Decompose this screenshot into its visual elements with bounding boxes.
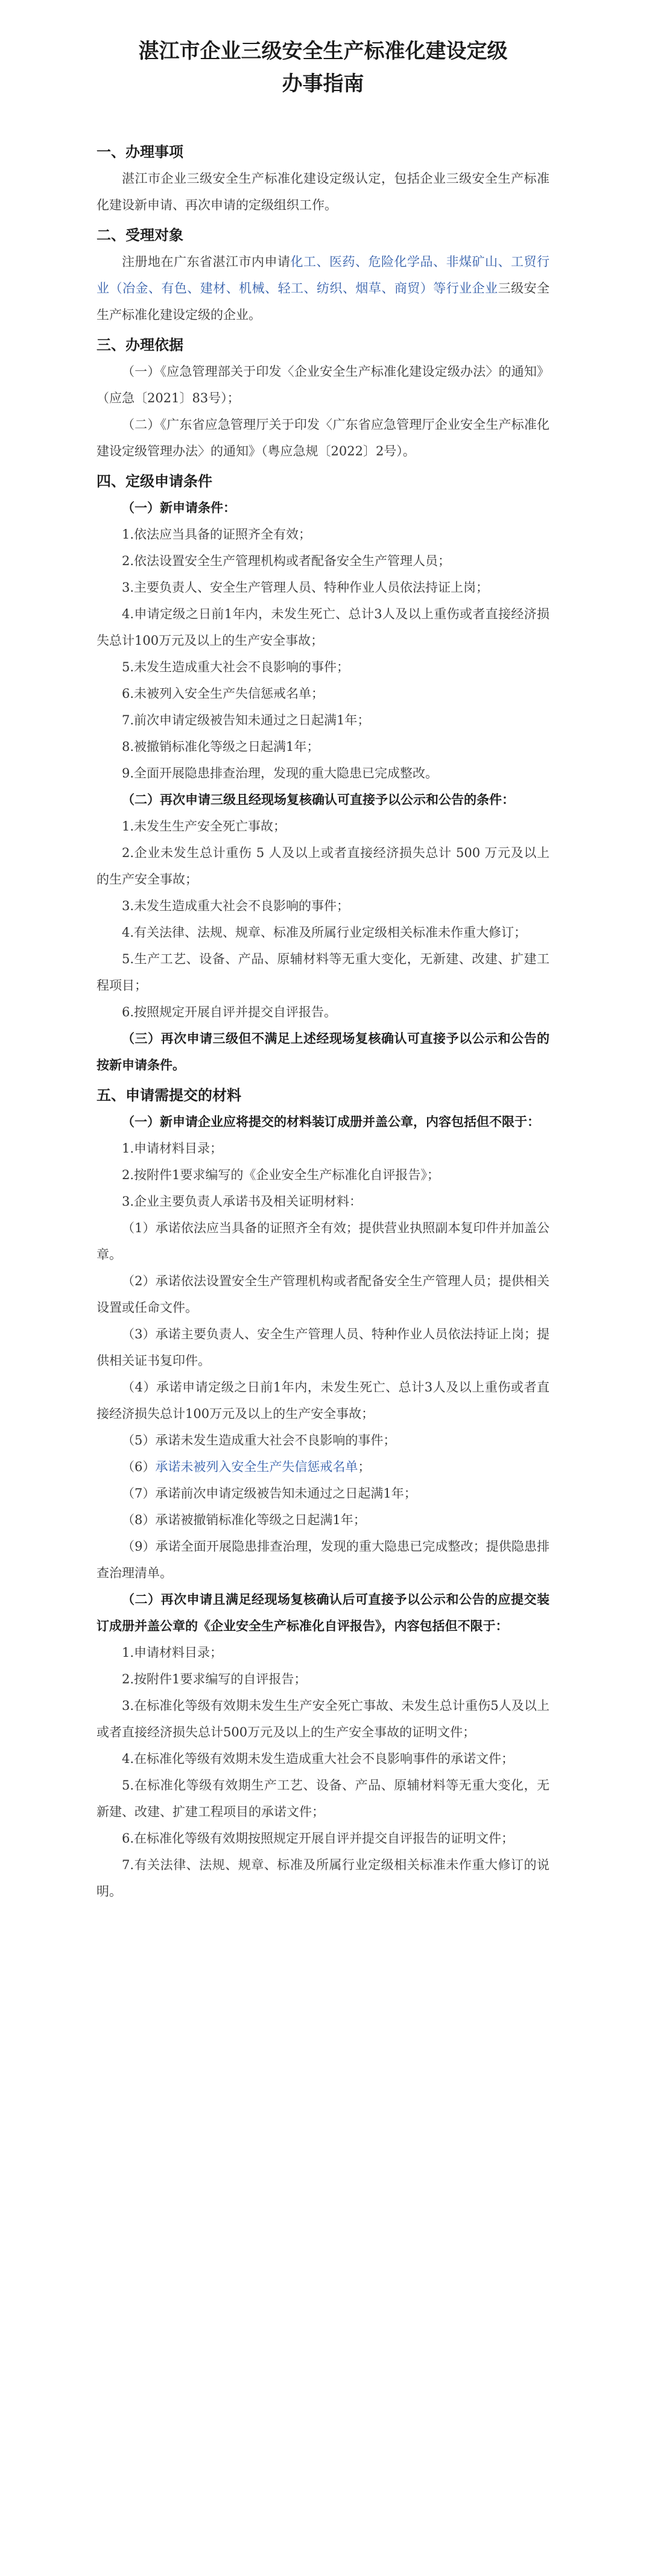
commitment-item: （3）承诺主要负责人、安全生产管理人员、特种作业人员依法持证上岗；提供相关证书复印件。 <box>97 1327 549 1368</box>
commitment-item: （5）承诺未发生造成重大社会不良影响的事件； <box>122 1433 396 1448</box>
page-title-line-1: 湛江市企业三级安全生产标准化建设定级 <box>138 39 508 63</box>
list-item: 3.企业主要负责人承诺书及相关证明材料： <box>122 1194 363 1209</box>
subheading: （二）再次申请且满足经现场复核确认后可直接予以公示和公告的应提交装订成册并盖公章的《企业安全生产标准化自评报告》，内容包括但不限于： <box>97 1592 549 1633</box>
list-item: 2.按附件1要求编写的《企业安全生产标准化自评报告》； <box>122 1168 440 1182</box>
list-item: 7.前次申请定级被告知未通过之日起满1年； <box>122 713 370 727</box>
list-item: 4.在标准化等级有效期未发生造成重大社会不良影响事件的承诺文件； <box>122 1752 515 1766</box>
section-heading-conditions: 四、定级申请条件 <box>97 473 212 490</box>
paragraph: （一）《应急管理部关于印发〈企业安全生产标准化建设定级办法〉的通知》（应急〔2021〕83号）； <box>97 364 549 405</box>
list-item: 5.在标准化等级有效期生产工艺、设备、产品、原辅材料等无重大变化，无新建、改建、扩建工程项目的承诺文件； <box>97 1778 549 1819</box>
subheading: （二）再次申请三级且经现场复核确认可直接予以公示和公告的条件： <box>122 792 515 807</box>
list-item: 3.主要负责人、安全生产管理人员、特种作业人员依法持证上岗； <box>122 580 489 595</box>
paragraph-targets <box>97 248 549 328</box>
text: 三级安全生产标准化建设定级的企业。 <box>97 281 550 322</box>
text: ； <box>358 1460 371 1474</box>
list-item: 6.在标准化等级有效期按照规定开展自评并提交自评报告的证明文件； <box>122 1831 515 1846</box>
commitment-item: （7）承诺前次申请定级被告知未通过之日起满1年； <box>122 1486 417 1501</box>
list-item: 7.有关法律、法规、规章、标准及所属行业定级相关标准未作重大修订的说明。 <box>97 1858 549 1899</box>
blacklist-link[interactable]: 承诺未被列入安全生产失信惩戒名单 <box>155 1460 358 1474</box>
subheading: （一）新申请条件： <box>122 500 236 515</box>
list-item: 1.申请材料目录； <box>122 1141 223 1156</box>
commitment-item: （9）承诺全面开展隐患排查治理，发现的重大隐患已完成整改；提供隐患排查治理清单。 <box>97 1539 549 1580</box>
list-item: 3.在标准化等级有效期未发生生产安全死亡事故、未发生总计重伤5人及以上或者直接经济损失总计500万元及以上的生产安全事故的证明文件； <box>97 1698 549 1739</box>
list-item: 5.生产工艺、设备、产品、原辅材料等无重大变化，无新建、改建、扩建工程项目； <box>97 952 549 993</box>
list-item: 1.申请材料目录； <box>122 1645 223 1660</box>
text: （6） <box>122 1460 156 1474</box>
subheading: （三）再次申请三级但不满足上述经现场复核确认可直接予以公示和公告的按新申请条件。 <box>97 1031 549 1072</box>
paragraph: （二）《广东省应急管理厅关于印发〈广东省应急管理厅企业安全生产标准化建设定级管理办法〉的通知》（粤应急规〔2022〕2号）。 <box>97 417 549 458</box>
commitment-item <box>97 1454 549 1480</box>
list-item: 2.依法设置安全生产管理机构或者配备安全生产管理人员； <box>122 554 451 568</box>
section-heading-basis: 三、办理依据 <box>97 337 183 353</box>
list-item: 1.依法应当具备的证照齐全有效； <box>122 527 312 542</box>
commitment-item: （8）承诺被撤销标准化等级之日起满1年； <box>122 1513 366 1527</box>
industry-link[interactable]: 化工、医药、危险化学品、非煤矿山、工贸行业（冶金、有色、建材、机械、轻工、纺织、烟草、商贸）等行业企业 <box>97 255 549 296</box>
commitment-item: （4）承诺申请定级之日前1年内，未发生死亡、总计3人及以上重伤或者直接经济损失总计100万元及以上的生产安全事故； <box>97 1380 549 1421</box>
list-item: 2.企业未发生总计重伤 5 人及以上或者直接经济损失总计 500 万元及以上的生产安全事故； <box>97 846 549 887</box>
subheading: （一）新申请企业应将提交的材料装订成册并盖公章，内容包括但不限于： <box>122 1114 540 1129</box>
list-item: 9.全面开展隐患排查治理，发现的重大隐患已完成整改。 <box>122 766 439 780</box>
list-item: 4.有关法律、法规、规章、标准及所属行业定级相关标准未作重大修订； <box>122 925 527 940</box>
list-item: 5.未发生造成重大社会不良影响的事件； <box>122 660 350 674</box>
list-item: 1.未发生生产安全死亡事故； <box>122 819 287 834</box>
page-title <box>97 35 549 100</box>
section-heading-targets: 二、受理对象 <box>97 227 183 244</box>
list-item: 8.被撤销标准化等级之日起满1年； <box>122 739 320 754</box>
list-item: 4.申请定级之日前1年内，未发生死亡、总计3人及以上重伤或者直接经济损失总计100万元及以上的生产安全事故； <box>97 607 549 648</box>
section-heading-materials: 五、申请需提交的材料 <box>97 1087 241 1104</box>
page-title-line-2: 办事指南 <box>282 72 364 96</box>
list-item: 6.按照规定开展自评并提交自评报告。 <box>122 1005 337 1019</box>
text: 注册地在广东省湛江市内申请 <box>122 255 291 269</box>
list-item: 6.未被列入安全生产失信惩戒名单； <box>122 686 325 701</box>
section-heading-matters: 一、办理事项 <box>97 144 183 160</box>
paragraph: 湛江市企业三级安全生产标准化建设定级认定，包括企业三级安全生产标准化建设新申请、再次申请的定级组织工作。 <box>97 171 549 212</box>
list-item: 3.未发生造成重大社会不良影响的事件； <box>122 899 350 913</box>
commitment-item: （2）承诺依法设置安全生产管理机构或者配备安全生产管理人员；提供相关设置或任命文件。 <box>97 1274 549 1315</box>
list-item: 2.按附件1要求编写的自评报告； <box>122 1672 307 1686</box>
commitment-item: （1）承诺依法应当具备的证照齐全有效；提供营业执照副本复印件并加盖公章。 <box>97 1221 549 1262</box>
